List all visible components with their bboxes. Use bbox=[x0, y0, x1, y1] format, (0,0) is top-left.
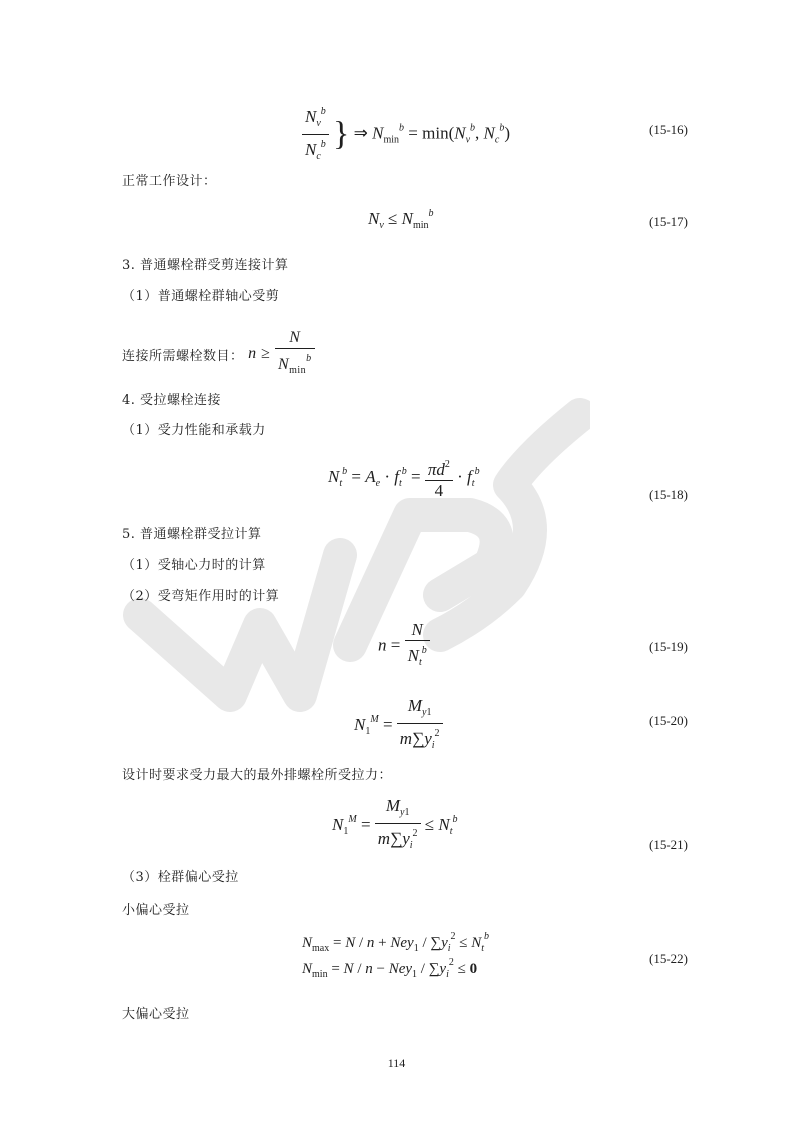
section-heading-3: 3. 普通螺栓群受剪连接计算 bbox=[122, 258, 289, 273]
equation-number: (15-22) bbox=[649, 951, 688, 966]
equation-15-20: $N_1^M$ = $\frac{M_{y1}}{m\sum y_i^2}$ bbox=[354, 696, 443, 756]
equation-number: (15-20) bbox=[649, 713, 688, 728]
paragraph-large-eccentric: 大偏心受拉 bbox=[122, 1007, 190, 1022]
subsection-heading: （3）栓群偏心受拉 bbox=[122, 870, 239, 885]
subsection-heading: （1）受轴心力时的计算 bbox=[122, 558, 266, 573]
equation-number: (15-18) bbox=[649, 487, 688, 502]
equation-15-18: $N_t^b = A_e \cdot f_t^b$ = $\frac{\pi d^2}{4}$ · $f_t^b$ bbox=[328, 455, 480, 501]
section-heading-5: 5. 普通螺栓群受拉计算 bbox=[122, 527, 262, 542]
subsection-heading: （1）普通螺栓群轴心受剪 bbox=[122, 289, 280, 304]
equation-bolt-count: n ≥ $\frac{N}{N_{min}^b}$ bbox=[248, 345, 315, 362]
equation-number: (15-19) bbox=[649, 639, 688, 654]
paragraph-normal-design: 正常工作设计： bbox=[122, 174, 217, 189]
equation-number: (15-17) bbox=[649, 214, 688, 229]
subsection-heading: （1）受力性能和承载力 bbox=[122, 423, 266, 438]
paragraph-small-eccentric: 小偏心受拉 bbox=[122, 903, 190, 918]
page-number: 114 bbox=[387, 1056, 406, 1070]
paragraph-bolt-count bbox=[122, 328, 315, 381]
equation-15-22b: $N_{min} = N / n - Ney_1 / \sum y_i^2 \le 0$ bbox=[302, 957, 478, 980]
equation-15-17: $N_v \le N_{min}^b$ bbox=[368, 208, 434, 231]
equation-number: (15-21) bbox=[649, 837, 688, 852]
equation-15-21: $N_1^M$ = $\frac{M_{y1}}{m\sum y_i^2}$ ≤ $N_t^b$ bbox=[332, 796, 458, 851]
bolt-count-label: 连接所需螺栓数目： bbox=[122, 349, 244, 364]
section-heading-4: 4. 受拉螺栓连接 bbox=[122, 393, 222, 408]
paragraph-design-requirement: 设计时要求受力最大的最外排螺栓所受拉力： bbox=[122, 768, 393, 783]
equation-number: (15-16) bbox=[649, 122, 688, 137]
equation-15-22a: $N_{max} = N / n + Ney_1 / \sum y_i^2 \le N_t^b$ bbox=[302, 931, 490, 954]
watermark-w-stroke bbox=[140, 555, 340, 695]
equation-15-19: n = $\frac{N}{N_t^b}$ bbox=[378, 620, 430, 673]
equation-15-16: $\frac{N_v^b}{N_c^b}$ } ⇒ $N_{min}^b = \min(N_v^b$, $N_c^b$) bbox=[302, 102, 510, 167]
subsection-heading: （2）受弯矩作用时的计算 bbox=[122, 589, 280, 604]
